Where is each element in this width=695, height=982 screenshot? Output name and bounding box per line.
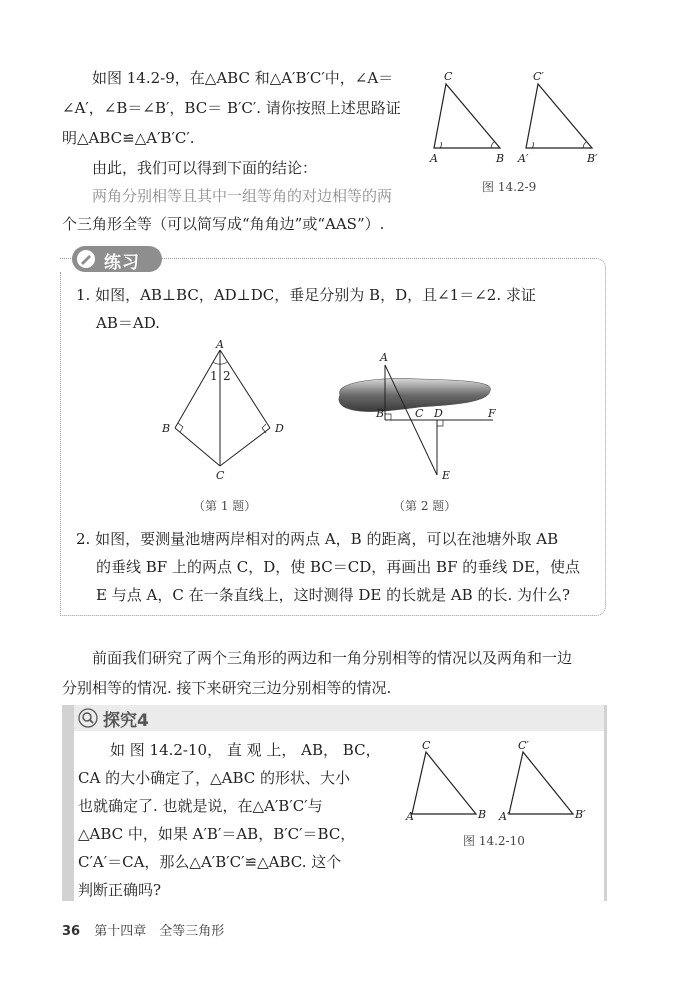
practice-q2-line-1: 2. 如图，要测量池塘两岸相对的两点 A，B 的距离，可以在池塘外取 AB [76,530,559,548]
practice-frame-left [60,272,61,614]
intro-line-2: ∠A′，∠B＝∠B′，BC＝ B′C′. 请你按照上述思路证 [62,99,401,117]
fig10-label-a-prime: A′ [499,810,510,823]
figure-14-2-9-caption: 图 14.2-9 [482,180,537,194]
explore-right-bar [604,705,607,901]
q2-label-d: D [434,407,443,420]
magnifier-icon [78,708,98,728]
q1-label-d: D [275,422,284,435]
explore-line-3: 也就确定了. 也就是说，在△A′B′C′与 [78,797,323,815]
fig9-label-c: C [444,70,453,83]
intro-line-4: 由此，我们可以得到下面的结论： [92,159,318,177]
chapter-title: 第十四章 全等三角形 [94,924,225,939]
explore-line-1: 如 图 14.2-10， 直 观 上， AB， BC， [110,741,381,759]
figure-14-2-9 [420,62,620,172]
practice-q1-line-2: AB＝AD. [96,314,160,332]
intro-line-1: 如图 14.2-9，在△ABC 和△A′B′C′中，∠A＝ [92,69,394,87]
pencil-icon [76,249,96,269]
fig9-label-a: A [430,152,438,165]
figure-question-1 [150,338,300,488]
q2-label-e: E [442,469,451,482]
q1-label-a: A [216,338,224,351]
fig10-label-b-prime: B′ [575,808,586,821]
explore-line-6: 判断正确吗? [78,881,162,899]
question-2-caption: （第 2 题） [393,499,457,513]
practice-q2-line-2: 的垂线 BF 上的两点 C，D，使 BC＝CD，再画出 BF 的垂线 DE，使点 [96,558,581,576]
conclusion-line-1: 两角分别相等且其中一组等角的对边相等的两 [92,187,393,205]
q2-label-b: B [376,407,385,420]
figure-14-2-10 [398,736,598,836]
fig10-label-c-prime: C′ [518,739,529,752]
fig9-label-c-prime: C′ [533,70,544,83]
q2-label-a: A [380,351,388,364]
transition-line-1: 前面我们研究了两个三角形的两边和一角分别相等的情况以及两角和一边 [92,649,573,667]
practice-title: 练习 [104,253,140,273]
figure-14-2-10-caption: 图 14.2-10 [463,834,525,848]
conclusion-line-2: 个三角形全等（可以简写成“角角边”或“AAS”）. [62,215,385,233]
question-1-caption: （第 1 题） [193,499,257,513]
q1-label-b: B [162,422,171,435]
fig10-label-b: B [478,808,487,821]
fig10-label-a: A [406,810,414,823]
q2-label-f: F [488,407,496,420]
fig10-label-c: C [422,739,431,752]
fig9-label-a-prime: A′ [518,152,529,165]
explore-title: 探究4 [103,711,149,731]
explore-left-bar [62,705,74,901]
explore-line-5: C′A′＝CA，那么△A′B′C′≌△ABC. 这个 [78,853,342,871]
explore-line-2: CA 的大小确定了，△ABC 的形状、大小 [78,769,350,787]
practice-q1-line-1: 1. 如图，AB⊥BC，AD⊥DC，垂足分别为 B，D，且∠1＝∠2. 求证 [76,286,536,304]
transition-line-2: 分别相等的情况. 接下来研究三边分别相等的情况. [62,679,392,697]
fig9-label-b-prime: B′ [587,152,598,165]
q1-label-1: 1 [210,369,218,383]
explore-line-4: △ABC 中，如果 A′B′＝AB，B′C′＝BC， [78,825,356,843]
page-number: 36 [62,924,81,939]
fig9-label-b: B [496,152,505,165]
intro-line-3: 明△ABC≌△A′B′C′. [62,129,195,147]
q2-label-c: C [415,407,424,420]
q1-label-c: C [216,469,225,482]
figure-question-2 [330,345,505,490]
page-footer [62,920,224,939]
practice-q2-line-3: E 与点 A，C 在一条直线上，这时测得 DE 的长就是 AB 的长. 为什么? [96,586,571,604]
q1-label-2: 2 [223,369,231,383]
